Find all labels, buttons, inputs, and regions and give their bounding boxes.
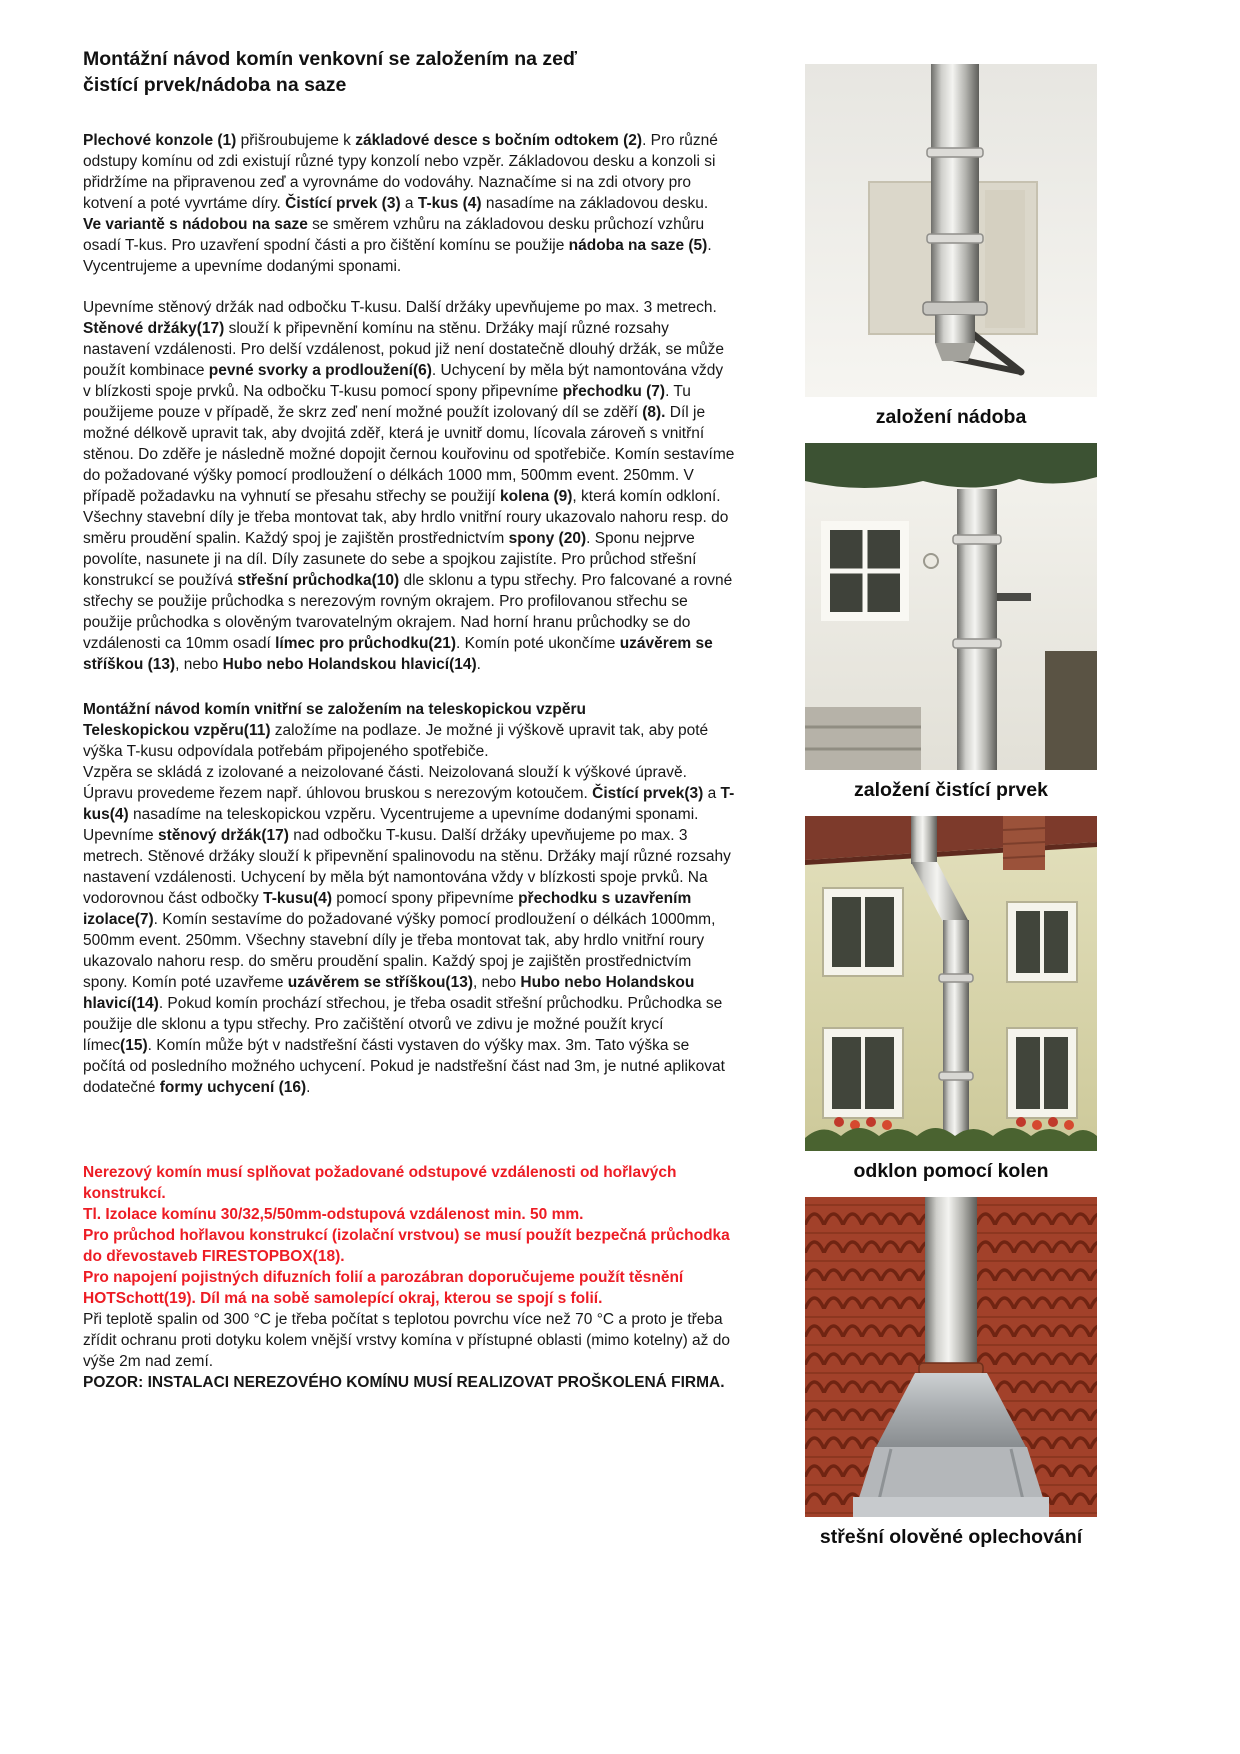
photo-zalozeni-nadoba (805, 64, 1097, 397)
figure-zalozeni-cistici-prvek (805, 443, 1097, 802)
paragraph-safety-distances-warning: Nerezový komín musí splňovat požadované odstupové vzdálenosti od hořlavých konstrukcí. Tl. Izolace komínu 30/32,5/50mm-odstupová vzdálenost min. 50 mm. Pro průchod hořlavou konstrukcí (izolační vrstvou) se musí použít bezpečná průchodka do dřevostaveb FIRESTOPBOX(18). Pro napojení pojistných difuzních folií a parozábran doporučujeme použít těsnění HOTSchott(19). Díl má na sobě samolepící okraj, kterou se spojí s folií. (83, 1164, 730, 1307)
photo-odklon-pomoci-kolen (805, 816, 1097, 1151)
text-column (83, 46, 735, 1393)
photo-zalozeni-cistici-prvek-image (805, 443, 1097, 770)
photo-zalozeni-nadoba-image (805, 64, 1097, 397)
figure-odklon-pomoci-kolen (805, 816, 1097, 1183)
figure-zalozeni-nadoba (805, 64, 1097, 429)
photo-caption-zalozeni-nadoba: založení nádoba (875, 406, 1027, 428)
photo-zalozeni-cistici-prvek (805, 443, 1097, 770)
paragraph-temperature-and-installer-warning: Při teplotě spalin od 300 °C je třeba počítat s teplotou povrchu více než 70 °C a proto je třeba zřídit ochranu proti dotyku kolem vnější vrstvy komína v přístupné oblasti (mimo kotelny) až do výše 2m nad zemí. POZOR: INSTALACI NEREZOVÉHO KOMÍNU MUSÍ REALIZOVAT PROŠKOLENÁ FIRMA. (83, 1311, 730, 1391)
photo-column (805, 64, 1097, 1563)
figure-stresni-olovene-oplechovani (805, 1197, 1097, 1549)
paragraph-interior-telescopic-installation: Montážní návod komín vnitřní se založením na teleskopickou vzpěru Teleskopickou vzpěru(11) založíme na podlaze. Je možné ji výškově upravit tak, aby poté výška T-kusu odpovídala potřebám připojeného spotřebiče. Vzpěra se skládá z izolované a neizolované části. Neizolovaná slouží k výškové úpravě. Úpravu provedeme řezem např. úhlovou bruskou s nerezovým kotoučem. Čistící prvek(3) a T-kus(4) nasadíme na teleskopickou vzpěru. Vycentrujeme a upevníme dodanými sponami. Upevníme stěnový držák(17) nad odbočku T-kusu. Další držáky upevňujeme po max. 3 metrech. Stěnové držáky slouží k připevnění spalinovodu na stěnu. Držáky mají různé rozsahy nastavení vzdálenosti. Uchycení by měla být namontována vždy v blízkosti spoje prvků. Na vodorovnou část odbočky T-kusu(4) pomocí spony připevníme přechodku s uzavřením izolace(7). Komín sestavíme do požadované výšky pomocí prodloužení o délkách 1000mm, 500mm event. 250mm. Všechny stavební díly je třeba montovat tak, aby hrdlo vnitřní roury ukazovalo nahoru resp. do směru proudění spalin. Každý spoj je zajištěn prostřednictvím spony. Komín poté uzavřeme uzávěrem se stříškou(13), nebo Hubo nebo Holandskou hlavicí(14). Pokud komín prochází střechou, je třeba osadit střešní průchodku. Průchodka se použije dle sklonu a typu střechy. Pro začištění otvorů ve zdivu je možné použít krycí límec(15). Komín může být v nadstřešní části vystaven do výšky max. 3m. Tato výška se počítá od posledního možného uchycení. Pokud je nadstřešní část nad 3m, je nutné aplikovat dodatečné formy uchycení (16). (83, 701, 735, 1096)
photo-stresni-olovene-oplechovani (805, 1197, 1097, 1517)
paragraph-wall-brackets-assembly: Upevníme stěnový držák nad odbočku T-kusu. Další držáky upevňujeme po max. 3 metrech. Stěnové držáky(17) slouží k připevnění komínu na stěnu. Držáky mají různé rozsahy nastavení vzdálenosti. Pro delší vzdálenost, pokud již není dostatečně dlouhý držák, se může použít kombinace pevné svorky a prodloužení(6). Uchycení by měla být namontována vždy v blízkosti spoje prvků. Na odbočku T-kusu pomocí spony připevníme přechodku (7). Tu použijeme pouze v případě, že skrz zeď není možné použít izolovaný díl se zděří (8). Díl je možné délkově upravit tak, aby dvojitá zděř, která je uvnitř domu, lícovala zároveň s vnitřní stěnou. Do zděře je následně možné dopojit černou kouřovinu od spotřebiče. Komín sestavíme do požadované výšky pomocí prodloužení o délkách 1000 mm, 500mm event. 250mm. V případě požadavku na vyhnutí se přesahu střechy se použijí kolena (9), která komín odkloní. Všechny stavební díly je třeba montovat tak, aby hrdlo vnitřní roury ukazovalo nahoru resp. do směru proudění spalin. Každý spoj je zajištěn prostřednictvím spony (20). Sponu nejprve povolíte, nasunete ji na díl. Díly zasunete do sebe a spojkou zajistíte. Pro průchod střešní konstrukcí se používá střešní průchodka(10) dle sklonu a typu střechy. Pro falcované a rovné střechy se použije průchodka s nerezovým rovným okrajem. Pro profilovanou střechu se použije průchodka s olověným tvarovatelným okrajem. Nad horní hranu průchodky se do vzdálenosti ca 10mm osadí límec pro průchodku(21). Komín poté ukončíme uzávěrem se stříškou (13), nebo Hubo nebo Holandskou hlavicí(14). (83, 299, 735, 673)
page-title-line-1: Montážní návod komín venkovní se založením na zeď (83, 48, 578, 70)
photo-caption-zalozeni-cistici-prvek: založení čistící prvek (853, 779, 1049, 801)
paragraph-exterior-installation: Plechové konzole (1) přišroubujeme k základové desce s bočním odtokem (2). Pro různé odstupy komínu od zdi existují různé typy konzolí nebo vzpěr. Základovou desku a konzoli si přidržíme na připravenou zeď a vyrovnáme do vodováhy. Naznačíme si na zdi otvory pro kotvení a poté vyvrtáme díry. Čistící prvek (3) a T-kus (4) nasadíme na základovou desku. Ve variantě s nádobou na saze se směrem vzhůru na základovou desku průchozí vzhůru osadí T-kus. Pro uzavření spodní části a pro čištění komínu se použije nádoba na saze (5). Vycentrujeme a upevníme dodanými sponami. (83, 132, 718, 275)
photo-stresni-olovene-oplechovani-image (805, 1197, 1097, 1517)
photo-caption-stresni-olovene-oplechovani: střešní olověné oplechování (819, 1526, 1083, 1548)
page-title (83, 46, 735, 98)
page-title-line-2: čistící prvek/nádoba na saze (83, 74, 347, 96)
photo-odklon-pomoci-kolen-image (805, 816, 1097, 1151)
photo-caption-odklon-pomoci-kolen: odklon pomocí kolen (853, 1160, 1049, 1182)
